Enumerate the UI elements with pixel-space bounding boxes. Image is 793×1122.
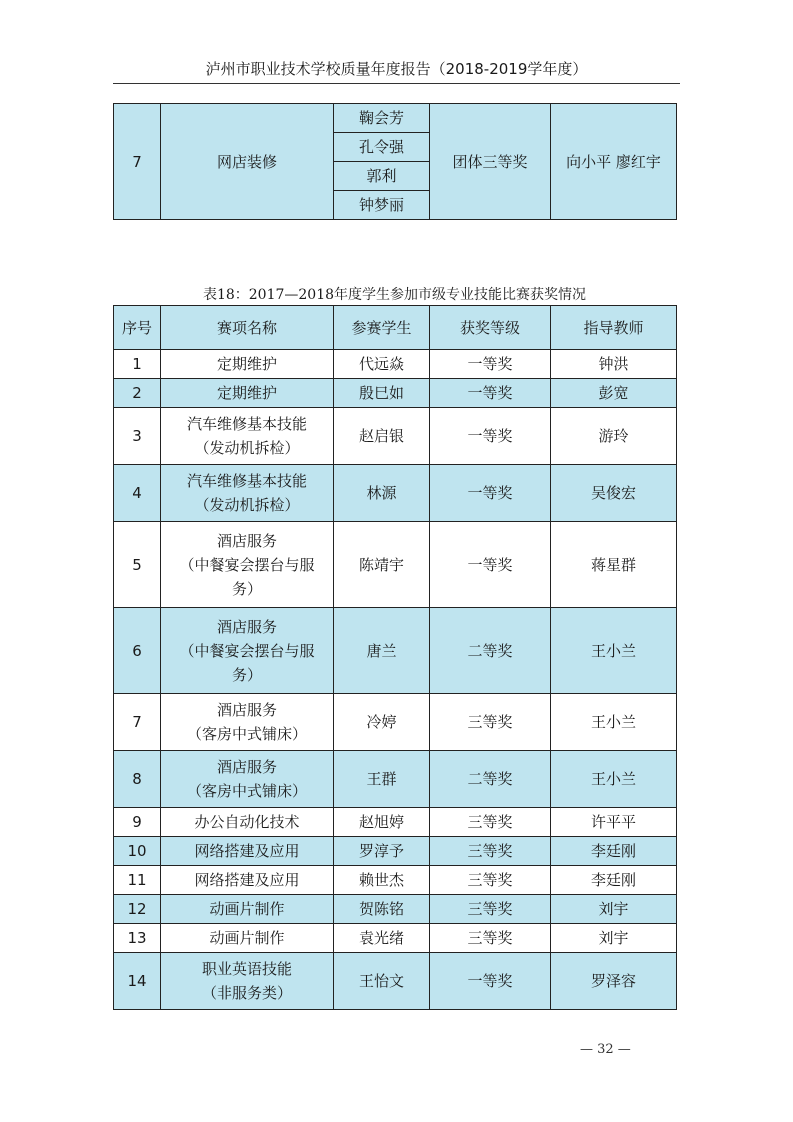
cell-student: 袁光绪 bbox=[334, 924, 430, 953]
table-cell-event: 网店装修 bbox=[161, 104, 334, 220]
cell-teacher: 李廷刚 bbox=[551, 866, 677, 895]
cell-teacher: 刘宇 bbox=[551, 895, 677, 924]
cell-student: 贺陈铭 bbox=[334, 895, 430, 924]
table-cell-student: 钟梦丽 bbox=[334, 191, 430, 220]
cell-award: 一等奖 bbox=[430, 522, 551, 608]
header-teacher: 指导教师 bbox=[551, 306, 677, 350]
cell-event bbox=[161, 408, 334, 465]
cell-event bbox=[161, 837, 334, 866]
cell-event-line: 动画片制作 bbox=[209, 929, 285, 947]
cell-award: 三等奖 bbox=[430, 837, 551, 866]
header-event: 赛项名称 bbox=[161, 306, 334, 350]
cell-event-line: （发动机拆检） bbox=[194, 439, 300, 457]
cell-student: 罗淳予 bbox=[334, 837, 430, 866]
cell-award: 一等奖 bbox=[430, 350, 551, 379]
page-number: — 32 — bbox=[580, 1042, 631, 1057]
cell-teacher: 游玲 bbox=[551, 408, 677, 465]
table-cell-seq: 7 bbox=[114, 104, 161, 220]
cell-student: 冷婷 bbox=[334, 694, 430, 751]
table-row bbox=[114, 866, 677, 895]
cell-event bbox=[161, 866, 334, 895]
cell-event bbox=[161, 379, 334, 408]
cell-event bbox=[161, 924, 334, 953]
cell-student: 林源 bbox=[334, 465, 430, 522]
cell-seq: 5 bbox=[114, 522, 161, 608]
cell-seq: 6 bbox=[114, 608, 161, 694]
cell-seq: 13 bbox=[114, 924, 161, 953]
cell-student: 赖世杰 bbox=[334, 866, 430, 895]
cell-event-line: 酒店服务 bbox=[216, 617, 277, 636]
cell-event-line: 动画片制作 bbox=[209, 900, 285, 918]
table-row bbox=[114, 924, 677, 953]
cell-event bbox=[161, 522, 334, 608]
table-cell-student: 孔令强 bbox=[334, 133, 430, 162]
cell-event-line: 职业英语技能 bbox=[201, 960, 292, 978]
cell-teacher: 李廷刚 bbox=[551, 837, 677, 866]
cell-student: 代远焱 bbox=[334, 350, 430, 379]
cell-event-line: 汽车维修基本技能 bbox=[186, 415, 307, 433]
cell-teacher: 许平平 bbox=[551, 808, 677, 837]
cell-event-line: 汽车维修基本技能 bbox=[186, 472, 307, 490]
cell-teacher: 王小兰 bbox=[551, 751, 677, 808]
table-cell-student: 鞠会芳 bbox=[334, 104, 430, 133]
cell-award: 三等奖 bbox=[430, 808, 551, 837]
cell-student: 殷巳如 bbox=[334, 379, 430, 408]
table-header-row bbox=[114, 306, 677, 350]
cell-teacher: 彭宽 bbox=[551, 379, 677, 408]
continued-award-table bbox=[113, 103, 677, 220]
table-row bbox=[114, 694, 677, 751]
award-table bbox=[113, 305, 677, 1010]
cell-event bbox=[161, 350, 334, 379]
cell-student: 赵启银 bbox=[334, 408, 430, 465]
table-cell-student: 郭利 bbox=[334, 162, 430, 191]
cell-event-line: 定期维护 bbox=[216, 355, 277, 373]
cell-event bbox=[161, 694, 334, 751]
cell-student: 赵旭婷 bbox=[334, 808, 430, 837]
cell-teacher: 刘宇 bbox=[551, 924, 677, 953]
cell-seq: 12 bbox=[114, 895, 161, 924]
cell-teacher: 罗泽容 bbox=[551, 953, 677, 1010]
header-student: 参赛学生 bbox=[334, 306, 430, 350]
cell-seq: 2 bbox=[114, 379, 161, 408]
cell-event-line: 务） bbox=[231, 665, 262, 684]
cell-event-line: （客房中式铺床） bbox=[186, 725, 307, 743]
cell-event-line: 酒店服务 bbox=[216, 701, 277, 719]
cell-award: 一等奖 bbox=[430, 408, 551, 465]
cell-teacher: 钟洪 bbox=[551, 350, 677, 379]
table-row bbox=[114, 465, 677, 522]
table-cell-award: 团体三等奖 bbox=[430, 104, 551, 220]
cell-student: 王群 bbox=[334, 751, 430, 808]
cell-seq: 14 bbox=[114, 953, 161, 1010]
cell-seq: 7 bbox=[114, 694, 161, 751]
table-row bbox=[114, 522, 677, 608]
cell-teacher: 吴俊宏 bbox=[551, 465, 677, 522]
cell-teacher: 王小兰 bbox=[551, 608, 677, 694]
cell-award: 三等奖 bbox=[430, 924, 551, 953]
table-caption: 表18：2017—2018年度学生参加市级专业技能比赛获奖情况 bbox=[202, 287, 587, 303]
table-row bbox=[114, 379, 677, 408]
cell-event-line: （发动机拆检） bbox=[194, 496, 300, 514]
cell-event bbox=[161, 808, 334, 837]
cell-seq: 4 bbox=[114, 465, 161, 522]
cell-award: 一等奖 bbox=[430, 379, 551, 408]
cell-seq: 9 bbox=[114, 808, 161, 837]
cell-event bbox=[161, 608, 334, 694]
cell-award: 一等奖 bbox=[430, 465, 551, 522]
cell-event-line: （非服务类） bbox=[201, 984, 292, 1002]
cell-event bbox=[161, 465, 334, 522]
cell-seq: 10 bbox=[114, 837, 161, 866]
cell-event-line: 办公自动化技术 bbox=[194, 813, 300, 831]
cell-event bbox=[161, 895, 334, 924]
cell-student: 陈靖宇 bbox=[334, 522, 430, 608]
cell-seq: 1 bbox=[114, 350, 161, 379]
header-rule bbox=[113, 83, 680, 84]
cell-award: 三等奖 bbox=[430, 895, 551, 924]
table-row bbox=[114, 837, 677, 866]
header-seq: 序号 bbox=[114, 306, 161, 350]
cell-event-line: 定期维护 bbox=[216, 384, 277, 402]
cell-student: 唐兰 bbox=[334, 608, 430, 694]
table-row bbox=[114, 350, 677, 379]
cell-seq: 8 bbox=[114, 751, 161, 808]
table-row bbox=[114, 953, 677, 1010]
cell-event-line: （客房中式铺床） bbox=[186, 782, 307, 800]
cell-award: 二等奖 bbox=[430, 608, 551, 694]
cell-event-line: （中餐宴会摆台与服 bbox=[179, 641, 315, 660]
cell-event-line: 网络搭建及应用 bbox=[194, 871, 300, 889]
table-row bbox=[114, 751, 677, 808]
cell-award: 三等奖 bbox=[430, 866, 551, 895]
table-cell-teacher: 向小平 廖红宇 bbox=[551, 104, 677, 220]
cell-seq: 3 bbox=[114, 408, 161, 465]
cell-event-line: 网络搭建及应用 bbox=[194, 842, 300, 860]
table-row bbox=[114, 608, 677, 694]
cell-event-line: 酒店服务 bbox=[216, 758, 277, 776]
table-row bbox=[114, 408, 677, 465]
cell-award: 三等奖 bbox=[430, 694, 551, 751]
cell-event-line: 务） bbox=[231, 579, 262, 598]
cell-event-line: 酒店服务 bbox=[216, 531, 277, 550]
cell-teacher: 蒋星群 bbox=[551, 522, 677, 608]
header-award: 获奖等级 bbox=[430, 306, 551, 350]
table-row bbox=[114, 895, 677, 924]
cell-teacher: 王小兰 bbox=[551, 694, 677, 751]
cell-event bbox=[161, 953, 334, 1010]
cell-award: 一等奖 bbox=[430, 953, 551, 1010]
table-row bbox=[114, 808, 677, 837]
cell-seq: 11 bbox=[114, 866, 161, 895]
page-header-title: 泸州市职业技术学校质量年度报告（2018-2019学年度） bbox=[205, 60, 588, 78]
cell-event bbox=[161, 751, 334, 808]
cell-award: 二等奖 bbox=[430, 751, 551, 808]
cell-student: 王怡文 bbox=[334, 953, 430, 1010]
cell-event-line: （中餐宴会摆台与服 bbox=[179, 555, 315, 574]
